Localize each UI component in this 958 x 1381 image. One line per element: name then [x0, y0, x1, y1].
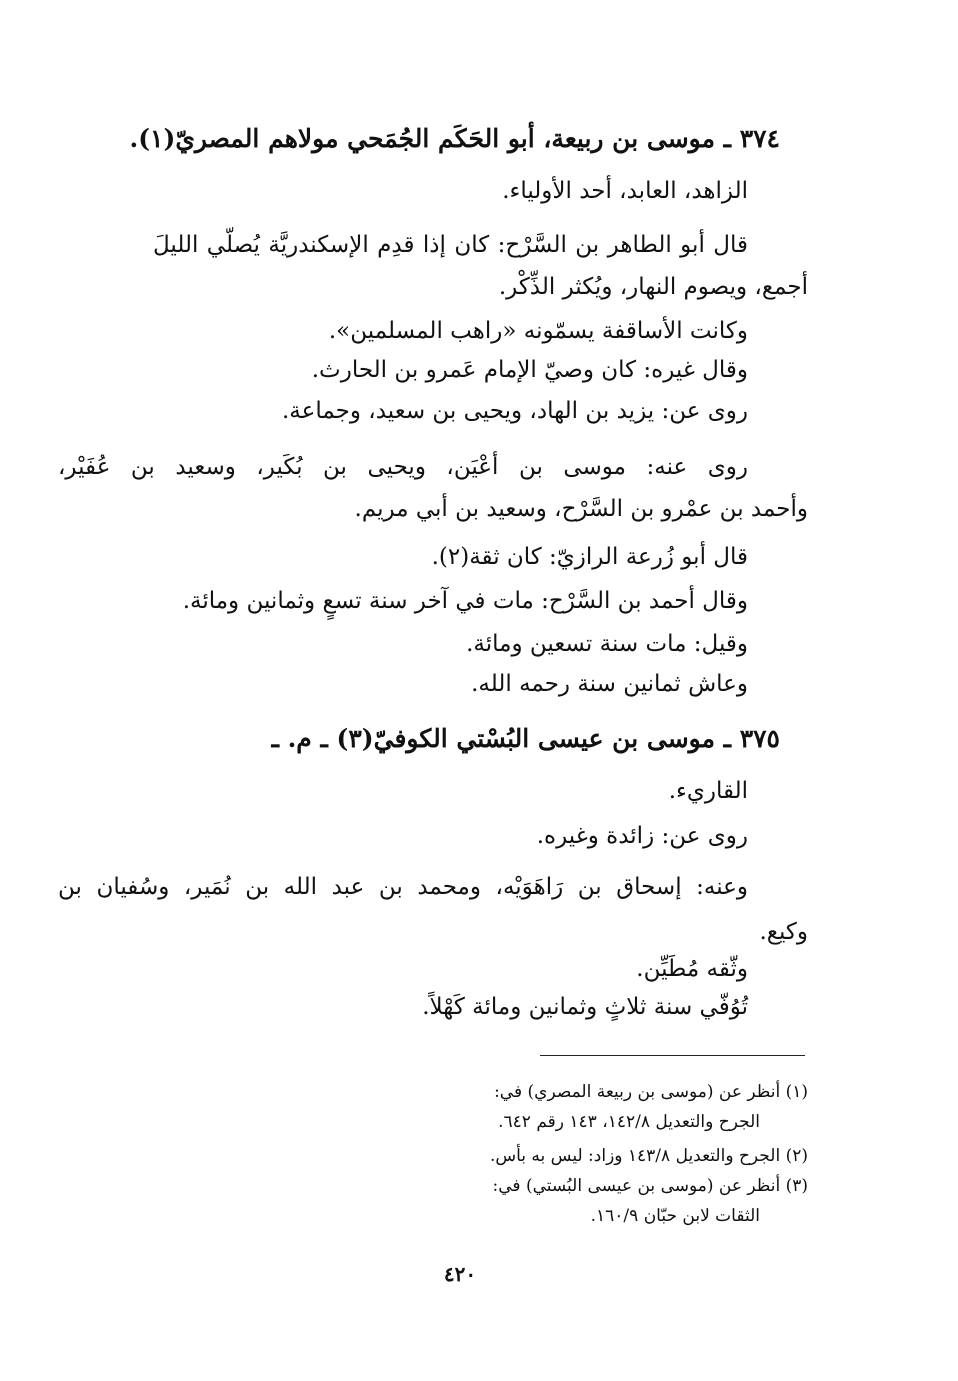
- entry-heading: ٣٧٤ ـ موسى بن ربيعة، أبو الحَكَم الجُمَحي مولاهم المصريّ(١).: [129, 124, 780, 153]
- text-line: تُوُفّي سنة ثلاثٍ وثمانين ومائة كَهْلاً.: [422, 994, 748, 1020]
- text-line: روى عن: زائدة وغيره.: [536, 823, 748, 849]
- text-line: الزاهد، العابد، أحد الأولياء.: [502, 178, 748, 204]
- entry-heading: ٣٧٥ ـ موسى بن عيسى البُسْتي الكوفيّ(٣) ـ م. ـ: [271, 724, 780, 753]
- text-line: روى عن: يزيد بن الهاد، ويحيى بن سعيد، وجماعة.: [281, 398, 748, 424]
- text-line: القاريء.: [668, 778, 748, 804]
- text-line: قال أبو زُرعة الرازيّ: كان ثقة(٢).: [431, 544, 748, 570]
- footnote: الثقات لابن حبّان ١٦٠/٩.: [590, 1206, 760, 1226]
- footnote: (٣) أنظر عن (موسى بن عيسى البُستي) في:: [492, 1176, 808, 1196]
- footnote: (٢) الجرح والتعديل ١٤٣/٨ وزاد: ليس به بأس.: [489, 1146, 808, 1166]
- text-line: وكانت الأساقفة يسمّونه «راهب المسلمين».: [328, 318, 748, 344]
- page-number: ٤٢٠: [443, 1262, 477, 1286]
- text-line: أجمع، ويصوم النهار، ويُكثر الذِّكْر.: [498, 274, 808, 300]
- footnote-divider: [540, 1055, 805, 1056]
- text-line: وقال أحمد بن السَّرْح: مات في آخر سنة تسعٍ وثمانين ومائة.: [182, 588, 748, 614]
- text-line: وعاش ثمانين سنة رحمه الله.: [471, 671, 748, 697]
- text-line: وكيع.: [759, 919, 808, 945]
- text-line: وأحمد بن عمْرو بن السَّرْح، وسعيد بن أبي مريم.: [354, 496, 808, 522]
- text-line: وثّقه مُطَيِّن.: [636, 956, 748, 982]
- footnote: الجرح والتعديل ١٤٢/٨، ١٤٣ رقم ٦٤٢.: [498, 1112, 760, 1132]
- text-line: وقال غيره: كان وصيّ الإمام عَمرو بن الحارث.: [311, 357, 748, 383]
- text-line: وعنه: إسحاق بن رَاهَوَيْه، ومحمد بن عبد الله بن نُمَير، وسُفيان بن: [58, 874, 748, 900]
- text-line: وقيل: مات سنة تسعين ومائة.: [466, 631, 748, 657]
- footnote: (١) أنظر عن (موسى بن ربيعة المصري) في:: [494, 1082, 808, 1102]
- text-line: روى عنه: موسى بن أعْيَن، ويحيى بن بُكَير، وسعيد بن عُفَيْر،: [58, 454, 748, 480]
- text-line: قال أبو الطاهر بن السَّرْح: كان إذا قدِم الإسكندريَّة يُصلّي الليلَ: [153, 232, 748, 258]
